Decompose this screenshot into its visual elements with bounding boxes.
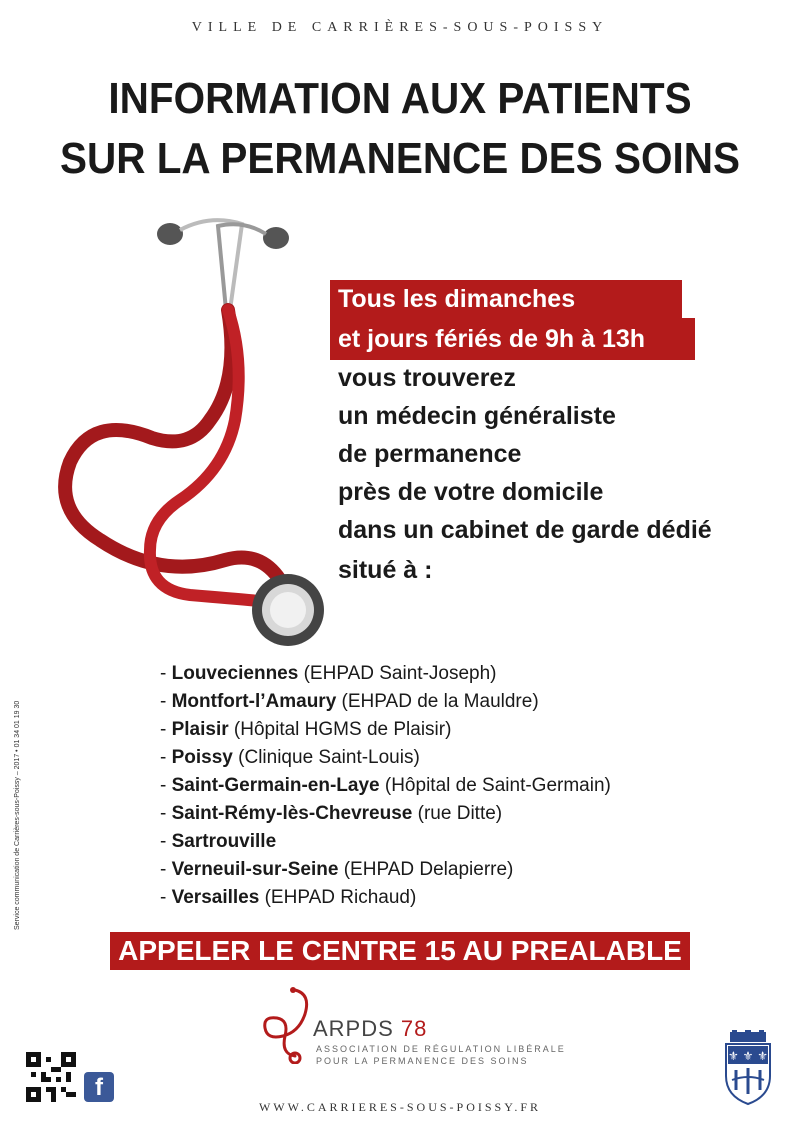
schedule-line-3: de permanence [338, 440, 522, 468]
arpds-name [313, 1016, 427, 1042]
schedule-line-1: vous trouverez [338, 364, 516, 392]
location-city: Saint-Rémy-lès-Chevreuse [171, 803, 413, 824]
svg-text:⚜ ⚜ ⚜: ⚜ ⚜ ⚜ [728, 1049, 768, 1063]
location-detail: (Hôpital HGMS de Plaisir) [228, 719, 452, 740]
city-crest-icon [722, 1030, 774, 1106]
schedule-highlight-1: Tous les dimanches [330, 280, 682, 318]
arpds-logo-icon [255, 984, 317, 1064]
schedule-line-4: près de votre domicile [338, 478, 604, 506]
qr-code-icon[interactable] [26, 1052, 76, 1102]
schedule-line-5: dans un cabinet de garde dédié [338, 516, 712, 544]
arpds-number: 78 [400, 1016, 428, 1041]
location-city: Poissy [171, 747, 233, 768]
arpds-subtitle-1: ASSOCIATION DE RÉGULATION LIBÉRALE [316, 1044, 566, 1054]
facebook-icon[interactable]: f [84, 1072, 114, 1102]
location-detail: (Hôpital de Saint-Germain) [379, 775, 611, 796]
arpds-subtitle-2: POUR LA PERMANENCE DES SOINS [316, 1056, 529, 1066]
list-item: - Verneuil-sur-Seine (EHPAD Delapierre) [160, 859, 514, 880]
location-city: Verneuil-sur-Seine [171, 859, 339, 880]
location-detail: (Clinique Saint-Louis) [232, 747, 420, 768]
location-city: Louveciennes [171, 663, 299, 684]
arpds-acronym: ARPDS [313, 1016, 394, 1041]
location-detail: (rue Ditte) [412, 803, 503, 824]
list-item: - Saint-Rémy-lès-Chevreuse (rue Ditte) [160, 803, 503, 824]
schedule-highlight-2: et jours fériés de 9h à 13h [330, 318, 695, 360]
page-title-line-2: SUR LA PERMANENCE DES SOINS [59, 134, 740, 183]
location-detail: (EHPAD Richaud) [259, 887, 417, 908]
earpiece-left [157, 223, 183, 245]
list-item: - Louveciennes (EHPAD Saint-Joseph) [160, 663, 497, 684]
list-item: - Versailles (EHPAD Richaud) [160, 887, 417, 908]
page-title-line-1: INFORMATION AUX PATIENTS [108, 74, 692, 123]
list-item: - Montfort-l’Amaury (EHPAD de la Mauldre) [160, 691, 539, 712]
list-item: - Saint-Germain-en-Laye (Hôpital de Saint-Germain) [160, 775, 611, 796]
location-city: Plaisir [171, 719, 229, 740]
location-detail: (EHPAD Delapierre) [338, 859, 514, 880]
location-city: Saint-Germain-en-Laye [171, 775, 380, 796]
stethoscope-icon [30, 200, 330, 660]
location-city: Sartrouville [171, 831, 277, 852]
website-link[interactable]: WWW.CARRIERES-SOUS-POISSY.FR [258, 1100, 542, 1114]
location-city: Montfort-l’Amaury [171, 691, 337, 712]
schedule-line-2: un médecin généraliste [338, 402, 616, 430]
schedule-line-6: situé à : [338, 556, 433, 584]
list-item: - Sartrouville [160, 831, 277, 852]
location-detail: (EHPAD de la Mauldre) [336, 691, 539, 712]
city-name: VILLE DE CARRIÈRES-SOUS-POISSY [191, 20, 609, 35]
location-city: Versailles [171, 887, 260, 908]
call-center-banner: APPELER LE CENTRE 15 AU PREALABLE [110, 932, 690, 970]
list-item: - Plaisir (Hôpital HGMS de Plaisir) [160, 719, 452, 740]
location-list [160, 660, 611, 912]
location-detail: (EHPAD Saint-Joseph) [298, 663, 497, 684]
side-credit: Service communication de Carrières-sous-Poissy – 2017 • 01 34 01 19 30 [14, 700, 21, 930]
earpiece-right [263, 227, 289, 249]
list-item: - Poissy (Clinique Saint-Louis) [160, 747, 420, 768]
